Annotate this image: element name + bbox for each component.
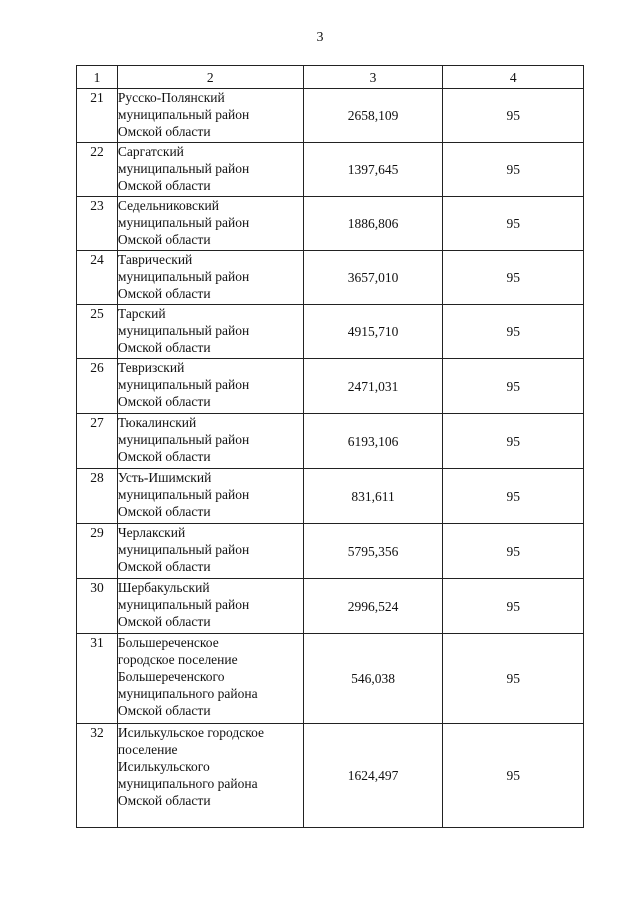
amount-value: 3657,010 [303,251,443,305]
row-number: 29 [77,524,118,579]
percent-value: 95 [443,305,584,359]
data-table [76,65,584,828]
table-row [77,724,584,828]
table-row [77,197,584,251]
entity-name: Исилькульское городское поселение Исилькульского муниципального района Омской области [117,724,303,828]
amount-value: 5795,356 [303,524,443,579]
percent-value: 95 [443,251,584,305]
row-number: 25 [77,305,118,359]
percent-value: 95 [443,524,584,579]
row-number: 21 [77,89,118,143]
amount-value: 2658,109 [303,89,443,143]
entity-name: Шербакульский муниципальный район Омской области [117,579,303,634]
row-number: 22 [77,143,118,197]
table-row [77,579,584,634]
amount-value: 1624,497 [303,724,443,828]
entity-name: Русско-Полянский муниципальный район Омской области [117,89,303,143]
column-header: 1 [77,66,118,89]
row-number: 23 [77,197,118,251]
table-row [77,251,584,305]
table-header-row [77,66,584,89]
entity-name: Большереченское городское поселение Большереченского муниципального района Омской области [117,634,303,724]
entity-name: Тарский муниципальный район Омской области [117,305,303,359]
percent-value: 95 [443,634,584,724]
amount-value: 2471,031 [303,359,443,414]
table-row [77,634,584,724]
entity-name: Тюкалинский муниципальный район Омской области [117,414,303,469]
amount-value: 1886,806 [303,197,443,251]
amount-value: 1397,645 [303,143,443,197]
table-row [77,524,584,579]
percent-value: 95 [443,414,584,469]
row-number: 31 [77,634,118,724]
row-number: 27 [77,414,118,469]
amount-value: 6193,106 [303,414,443,469]
entity-name: Тевризский муниципальный район Омской области [117,359,303,414]
percent-value: 95 [443,469,584,524]
amount-value: 831,611 [303,469,443,524]
table-row [77,469,584,524]
percent-value: 95 [443,579,584,634]
entity-name: Саргатский муниципальный район Омской области [117,143,303,197]
percent-value: 95 [443,359,584,414]
page-number: 3 [316,30,324,45]
amount-value: 4915,710 [303,305,443,359]
amount-value: 546,038 [303,634,443,724]
row-number: 28 [77,469,118,524]
table-row [77,414,584,469]
table-body [77,89,584,828]
table-row [77,305,584,359]
percent-value: 95 [443,197,584,251]
row-number: 32 [77,724,118,828]
percent-value: 95 [443,89,584,143]
percent-value: 95 [443,724,584,828]
column-header: 3 [303,66,443,89]
table-row [77,359,584,414]
entity-name: Седельниковский муниципальный район Омской области [117,197,303,251]
amount-value: 2996,524 [303,579,443,634]
row-number: 30 [77,579,118,634]
column-header: 4 [443,66,584,89]
table-row [77,89,584,143]
column-header: 2 [117,66,303,89]
table-row [77,143,584,197]
entity-name: Таврический муниципальный район Омской области [117,251,303,305]
percent-value: 95 [443,143,584,197]
row-number: 26 [77,359,118,414]
row-number: 24 [77,251,118,305]
entity-name: Черлакский муниципальный район Омской области [117,524,303,579]
entity-name: Усть-Ишимский муниципальный район Омской области [117,469,303,524]
